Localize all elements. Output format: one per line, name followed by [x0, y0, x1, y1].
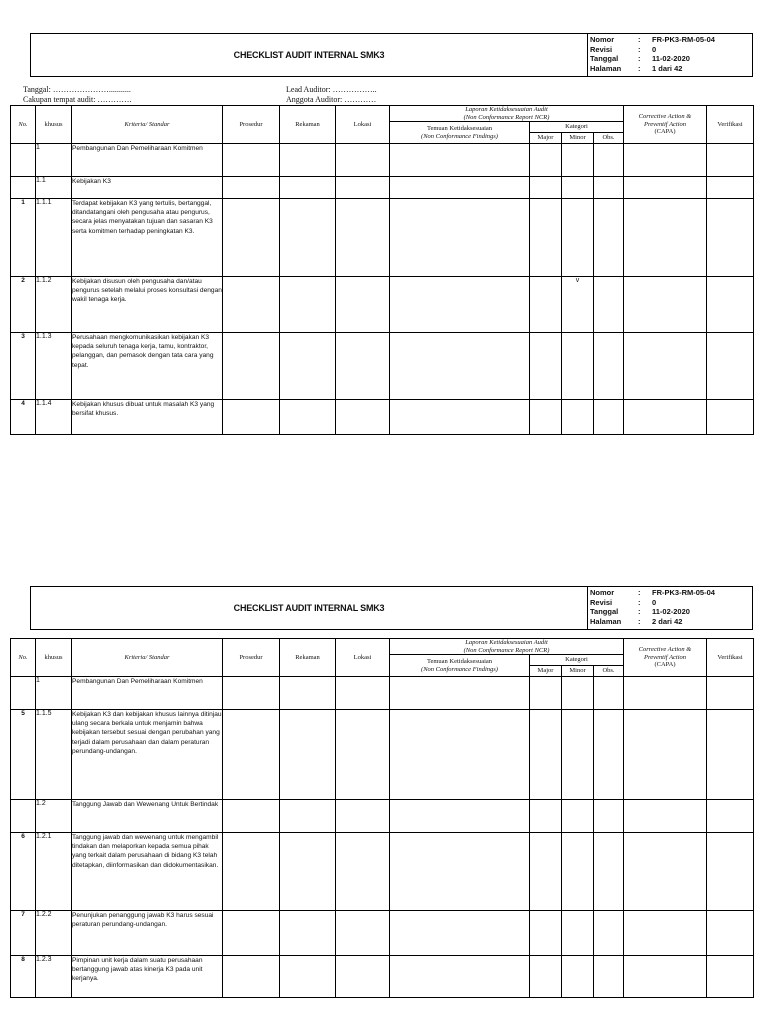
row-no: 2 [11, 277, 36, 333]
row-minor-mark [562, 911, 594, 956]
col-kategori: Kategori [530, 122, 624, 133]
laporan-line2: (Non Conformance Report NCR) [463, 113, 550, 121]
col-lokasi: Lokasi [336, 106, 390, 144]
capa-line3: (CAPA) [654, 661, 676, 669]
col-obs: Obs. [594, 133, 624, 144]
meta-value: 1 dari 42 [652, 63, 683, 73]
info-cakupan: Cakupan tempat audit: …………. [23, 95, 132, 104]
temuan-line2: (Non Conformance Findings) [421, 132, 498, 140]
col-kriteria: Kriteria/ Standar [72, 639, 223, 677]
row-kriteria: Perusahaan mengkomunikasikan kebijakan K3 kepada seluruh tenaga kerja, tamu, kontraktor, pelanggan, dan pemasok dengan tata cara yang tepat. [72, 333, 223, 400]
row-khusus: 1.2.3 [36, 956, 72, 998]
row-no: 7 [11, 911, 36, 956]
document-meta: Nomor : FR-PK3-RM-05-04 Revisi : 0 Tanggal : 11-02-2020 Halaman : 2 dari 42 [590, 588, 715, 626]
capa-line2: Preventif Action [643, 653, 687, 661]
col-kategori: Kategori [530, 655, 624, 666]
row-kriteria: Kebijakan khusus dibuat untuk masalah K3 yang bersifat khusus. [72, 400, 223, 435]
col-verifikasi: Verifikasi [707, 639, 754, 677]
meta-value: 11-02-2020 [652, 607, 690, 616]
laporan-line1: Laporan Ketidaksesuaian Audit [465, 639, 548, 646]
laporan-line2: (Non Conformance Report NCR) [463, 646, 550, 654]
meta-key: Revisi [590, 597, 613, 607]
row-khusus: 1 [36, 144, 72, 177]
col-khusus: khusus [36, 106, 72, 144]
row-khusus: 1.1.4 [36, 400, 72, 435]
row-kriteria: Kebijakan disusun oleh pengusaha dan/atau pengurus setelah melalui proses konsultasi dengan wakil tenaga kerja. [72, 277, 223, 333]
document-title: CHECKLIST AUDIT INTERNAL SMK3 [233, 50, 385, 60]
table-row [11, 956, 754, 998]
table-row [11, 833, 754, 911]
col-major: Major [530, 133, 562, 144]
col-khusus: khusus [36, 639, 72, 677]
meta-value: 0 [652, 597, 657, 607]
row-kriteria: Tanggung jawab dan wewenang untuk mengambil tindakan dan melaporkan kepada semua pihak yang terkait dalam perusahaan di bidang K3 telah ditetapkan, diinformasikan dan didokumentasikan. [72, 833, 223, 911]
capa-line1: Corrective Action & [638, 113, 692, 121]
row-khusus: 1 [36, 677, 72, 710]
col-capa [624, 639, 707, 677]
row-khusus: 1.1.3 [36, 333, 72, 400]
row-minor-mark [562, 710, 594, 800]
info-lead-auditor: Lead Auditor: …………….. [286, 85, 377, 94]
row-kriteria: Kebijakan K3 dan kebijakan khusus lainnya ditinjau ulang secara berkala untuk menjamin bahwa kebijakan tersebut sesuai dengan perubahan yang terjadi dalam perusahaan dan dalam peraturan perundang-undangan. [72, 710, 223, 800]
checklist-table [10, 638, 754, 998]
table-row [11, 677, 754, 710]
col-laporan [390, 639, 624, 655]
col-no: No. [11, 639, 36, 677]
col-prosedur: Prosedur [223, 106, 280, 144]
temuan-line1: Temuan Ketidaksesuaian [426, 125, 493, 132]
meta-key: Halaman [590, 63, 622, 73]
laporan-line1: Laporan Ketidaksesuaian Audit [465, 106, 548, 113]
meta-key: Tanggal [590, 607, 619, 616]
meta-value: FR-PK3-RM-05-04 [652, 35, 715, 44]
meta-value: FR-PK3-RM-05-04 [652, 588, 715, 597]
row-minor-mark [562, 677, 594, 710]
table-row [11, 800, 754, 833]
info-anggota-auditor: Anggota Auditor: ………… [286, 95, 377, 104]
document-meta: Nomor : FR-PK3-RM-05-04 Revisi : 0 Tanggal : 11-02-2020 Halaman : 1 dari 42 [590, 35, 715, 73]
meta-value: 2 dari 42 [652, 616, 683, 626]
document-title: CHECKLIST AUDIT INTERNAL SMK3 [233, 603, 385, 613]
meta-key: Revisi [590, 44, 613, 54]
col-lokasi: Lokasi [336, 639, 390, 677]
row-no [11, 800, 36, 833]
row-kriteria: Penunjukan penanggung jawab K3 harus sesuai peraturan perundang-undangan. [72, 911, 223, 956]
row-kriteria: Kebijakan K3 [72, 177, 223, 199]
row-khusus: 1.2.2 [36, 911, 72, 956]
table-row [11, 710, 754, 800]
row-khusus: 1.1.5 [36, 710, 72, 800]
capa-line3: (CAPA) [654, 128, 676, 136]
document-header [30, 586, 753, 630]
col-minor: Minor [562, 133, 594, 144]
info-tanggal: Tanggal: …………………........... [23, 85, 131, 94]
row-kriteria: Terdapat kebijakan K3 yang tertulis, bertanggal, ditandatangani oleh pengusaha atau pengurus, secara jelas menyatakan tujuan dan sasaran K3 serta komitmen terhadap peningkatan K3. [72, 199, 223, 277]
row-kriteria: Tanggung Jawab dan Wewenang Untuk Bertindak [72, 800, 223, 833]
table-row [11, 911, 754, 956]
capa-line1: Corrective Action & [638, 646, 692, 654]
row-minor-mark [562, 956, 594, 998]
col-kriteria: Kriteria/ Standar [72, 106, 223, 144]
row-no [11, 677, 36, 710]
meta-value: 0 [652, 44, 657, 54]
row-khusus: 1.1.1 [36, 199, 72, 277]
col-prosedur: Prosedur [223, 639, 280, 677]
col-rekaman: Rekaman [280, 639, 336, 677]
meta-key: Halaman [590, 616, 622, 626]
capa-line2: Preventif Action [643, 120, 687, 128]
row-minor-mark [562, 833, 594, 911]
meta-key: Tanggal [590, 54, 619, 63]
row-no: 6 [11, 833, 36, 911]
row-khusus: 1.2 [36, 800, 72, 833]
row-no: 8 [11, 956, 36, 998]
row-khusus: 1.1.2 [36, 277, 72, 333]
row-kriteria: Pembangunan Dan Pemeliharaan Komitmen [72, 677, 223, 710]
col-no: No. [11, 106, 36, 144]
row-minor-mark [562, 800, 594, 833]
row-no: 5 [11, 710, 36, 800]
row-no: 4 [11, 400, 36, 435]
row-khusus: 1.1 [36, 177, 72, 199]
row-no: 1 [11, 199, 36, 277]
meta-key: Nomor [590, 588, 615, 597]
row-no: 3 [11, 333, 36, 400]
col-obs: Obs. [594, 666, 624, 677]
meta-value: 11-02-2020 [652, 54, 690, 63]
col-rekaman: Rekaman [280, 106, 336, 144]
row-khusus: 1.2.1 [36, 833, 72, 911]
col-minor: Minor [562, 666, 594, 677]
row-kriteria: Pembangunan Dan Pemeliharaan Komitmen [72, 144, 223, 177]
row-kriteria: Pimpinan unit kerja dalam suatu perusahaan bertanggung jawab atas kinerja K3 pada unit kerjanya. [72, 956, 223, 998]
col-major: Major [530, 666, 562, 677]
temuan-line2: (Non Conformance Findings) [421, 665, 498, 673]
meta-key: Nomor [590, 35, 615, 44]
col-verifikasi: Verifikasi [707, 106, 754, 144]
temuan-line1: Temuan Ketidaksesuaian [426, 658, 493, 665]
col-temuan [390, 655, 530, 677]
row-minor-mark: v [562, 277, 594, 333]
